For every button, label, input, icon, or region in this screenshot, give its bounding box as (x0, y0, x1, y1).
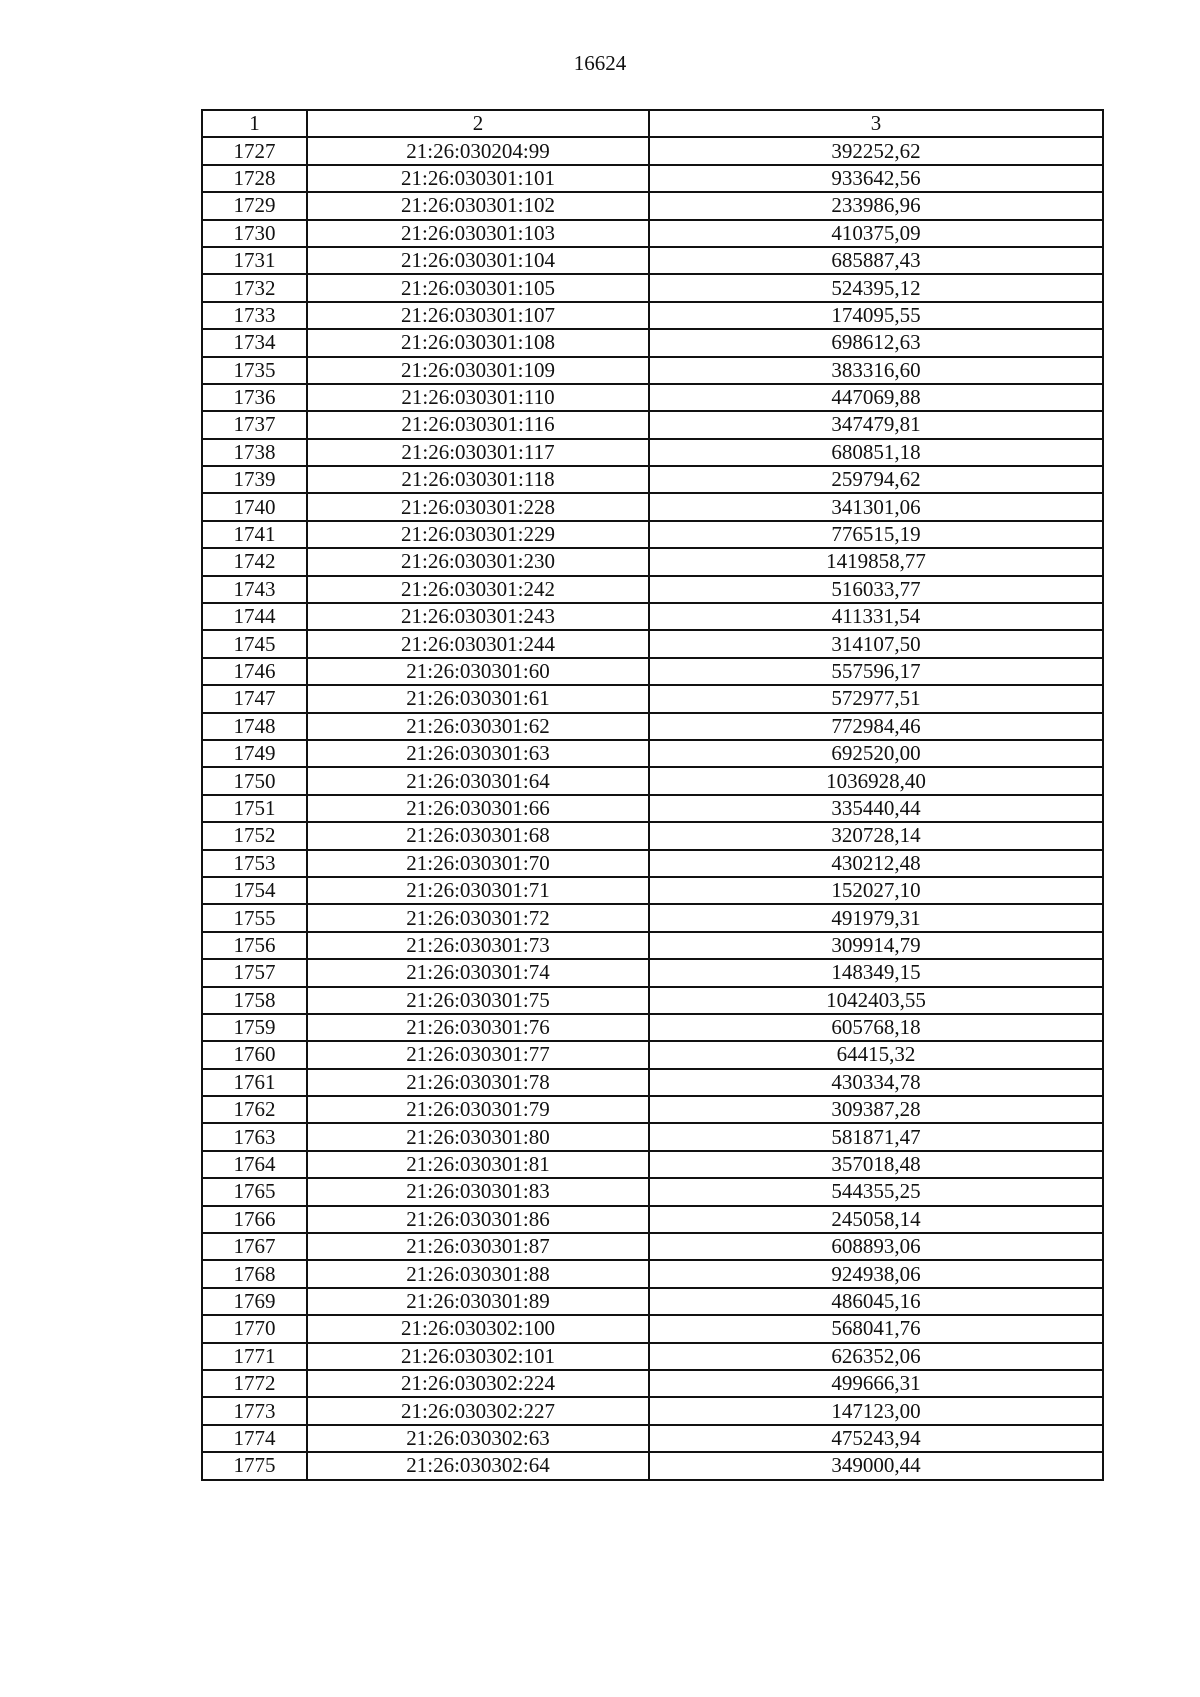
row-number-cell: 1752 (202, 822, 307, 849)
cadastral-number-cell: 21:26:030301:79 (307, 1096, 649, 1123)
row-number-cell: 1751 (202, 795, 307, 822)
cadastral-number-cell: 21:26:030301:66 (307, 795, 649, 822)
table-row (202, 247, 1103, 274)
value-cell: 447069,88 (649, 384, 1103, 411)
table-row (202, 493, 1103, 520)
row-number-cell: 1729 (202, 192, 307, 219)
row-number-cell: 1767 (202, 1233, 307, 1260)
table-row (202, 904, 1103, 931)
value-cell: 341301,06 (649, 493, 1103, 520)
data-table (201, 109, 1104, 1481)
value-cell: 233986,96 (649, 192, 1103, 219)
table-row (202, 1397, 1103, 1424)
table-row (202, 466, 1103, 493)
value-cell: 776515,19 (649, 521, 1103, 548)
table-row (202, 384, 1103, 411)
row-number-cell: 1758 (202, 987, 307, 1014)
value-cell: 148349,15 (649, 959, 1103, 986)
row-number-cell: 1762 (202, 1096, 307, 1123)
value-cell: 152027,10 (649, 877, 1103, 904)
table-row (202, 603, 1103, 630)
row-number-cell: 1734 (202, 329, 307, 356)
column-header: 3 (649, 110, 1103, 137)
table-row (202, 1206, 1103, 1233)
row-number-cell: 1736 (202, 384, 307, 411)
cadastral-number-cell: 21:26:030301:107 (307, 302, 649, 329)
table-row (202, 1343, 1103, 1370)
row-number-cell: 1740 (202, 493, 307, 520)
row-number-cell: 1772 (202, 1370, 307, 1397)
cadastral-number-cell: 21:26:030301:242 (307, 576, 649, 603)
value-cell: 392252,62 (649, 137, 1103, 164)
table-row (202, 740, 1103, 767)
table-row (202, 1041, 1103, 1068)
cadastral-number-cell: 21:26:030302:227 (307, 1397, 649, 1424)
cadastral-number-cell: 21:26:030301:89 (307, 1288, 649, 1315)
table-row (202, 1069, 1103, 1096)
cadastral-number-cell: 21:26:030301:103 (307, 220, 649, 247)
cadastral-number-cell: 21:26:030301:71 (307, 877, 649, 904)
row-number-cell: 1738 (202, 439, 307, 466)
table-row (202, 521, 1103, 548)
value-cell: 568041,76 (649, 1315, 1103, 1342)
cadastral-number-cell: 21:26:030301:70 (307, 850, 649, 877)
cadastral-number-cell: 21:26:030301:101 (307, 165, 649, 192)
value-cell: 410375,09 (649, 220, 1103, 247)
cadastral-number-cell: 21:26:030301:104 (307, 247, 649, 274)
value-cell: 349000,44 (649, 1452, 1103, 1479)
row-number-cell: 1750 (202, 767, 307, 794)
row-number-cell: 1756 (202, 932, 307, 959)
table-row (202, 1233, 1103, 1260)
value-cell: 680851,18 (649, 439, 1103, 466)
table-row (202, 767, 1103, 794)
value-cell: 698612,63 (649, 329, 1103, 356)
cadastral-number-cell: 21:26:030301:109 (307, 357, 649, 384)
table-row (202, 1096, 1103, 1123)
cadastral-number-cell: 21:26:030301:68 (307, 822, 649, 849)
value-cell: 430334,78 (649, 1069, 1103, 1096)
row-number-cell: 1755 (202, 904, 307, 931)
table-header (202, 110, 1103, 137)
cadastral-number-cell: 21:26:030301:74 (307, 959, 649, 986)
row-number-cell: 1769 (202, 1288, 307, 1315)
cadastral-number-cell: 21:26:030301:61 (307, 685, 649, 712)
value-cell: 581871,47 (649, 1123, 1103, 1150)
value-cell: 383316,60 (649, 357, 1103, 384)
row-number-cell: 1747 (202, 685, 307, 712)
table-row (202, 137, 1103, 164)
cadastral-number-cell: 21:26:030301:243 (307, 603, 649, 630)
cadastral-number-cell: 21:26:030301:110 (307, 384, 649, 411)
table-row (202, 192, 1103, 219)
table-row (202, 630, 1103, 657)
cadastral-number-cell: 21:26:030301:75 (307, 987, 649, 1014)
table-row (202, 822, 1103, 849)
value-cell: 309387,28 (649, 1096, 1103, 1123)
value-cell: 524395,12 (649, 274, 1103, 301)
cadastral-number-cell: 21:26:030301:117 (307, 439, 649, 466)
value-cell: 516033,77 (649, 576, 1103, 603)
value-cell: 411331,54 (649, 603, 1103, 630)
value-cell: 692520,00 (649, 740, 1103, 767)
cadastral-number-cell: 21:26:030301:116 (307, 411, 649, 438)
value-cell: 572977,51 (649, 685, 1103, 712)
cadastral-number-cell: 21:26:030302:101 (307, 1343, 649, 1370)
row-number-cell: 1766 (202, 1206, 307, 1233)
value-cell: 309914,79 (649, 932, 1103, 959)
table-row (202, 329, 1103, 356)
table-body (202, 137, 1103, 1479)
row-number-cell: 1735 (202, 357, 307, 384)
page-number: 16624 (573, 51, 627, 75)
row-number-cell: 1770 (202, 1315, 307, 1342)
value-cell: 1419858,77 (649, 548, 1103, 575)
row-number-cell: 1773 (202, 1397, 307, 1424)
table-row (202, 1123, 1103, 1150)
row-number-cell: 1741 (202, 521, 307, 548)
value-cell: 933642,56 (649, 165, 1103, 192)
row-number-cell: 1765 (202, 1178, 307, 1205)
cadastral-number-cell: 21:26:030301:87 (307, 1233, 649, 1260)
value-cell: 924938,06 (649, 1260, 1103, 1287)
table-row (202, 576, 1103, 603)
table-row (202, 850, 1103, 877)
row-number-cell: 1739 (202, 466, 307, 493)
row-number-cell: 1745 (202, 630, 307, 657)
row-number-cell: 1753 (202, 850, 307, 877)
table-row (202, 1452, 1103, 1479)
table-row (202, 357, 1103, 384)
table-row (202, 877, 1103, 904)
table-row (202, 220, 1103, 247)
value-cell: 335440,44 (649, 795, 1103, 822)
row-number-cell: 1737 (202, 411, 307, 438)
cadastral-number-cell: 21:26:030302:64 (307, 1452, 649, 1479)
row-number-cell: 1742 (202, 548, 307, 575)
cadastral-number-cell: 21:26:030301:76 (307, 1014, 649, 1041)
value-cell: 314107,50 (649, 630, 1103, 657)
table-row (202, 1260, 1103, 1287)
value-cell: 605768,18 (649, 1014, 1103, 1041)
table-row (202, 302, 1103, 329)
cadastral-number-cell: 21:26:030301:77 (307, 1041, 649, 1068)
table-row (202, 1014, 1103, 1041)
row-number-cell: 1744 (202, 603, 307, 630)
table-row (202, 685, 1103, 712)
cadastral-number-cell: 21:26:030301:64 (307, 767, 649, 794)
row-number-cell: 1732 (202, 274, 307, 301)
table-row (202, 932, 1103, 959)
row-number-cell: 1746 (202, 658, 307, 685)
cadastral-number-cell: 21:26:030301:78 (307, 1069, 649, 1096)
table-row (202, 1315, 1103, 1342)
row-number-cell: 1768 (202, 1260, 307, 1287)
value-cell: 259794,62 (649, 466, 1103, 493)
data-table-container (201, 109, 1104, 1481)
table-row (202, 165, 1103, 192)
row-number-cell: 1749 (202, 740, 307, 767)
cadastral-number-cell: 21:26:030301:63 (307, 740, 649, 767)
value-cell: 491979,31 (649, 904, 1103, 931)
value-cell: 608893,06 (649, 1233, 1103, 1260)
row-number-cell: 1743 (202, 576, 307, 603)
column-header: 1 (202, 110, 307, 137)
row-number-cell: 1771 (202, 1343, 307, 1370)
cadastral-number-cell: 21:26:030301:118 (307, 466, 649, 493)
table-row (202, 795, 1103, 822)
table-row (202, 658, 1103, 685)
row-number-cell: 1730 (202, 220, 307, 247)
table-row (202, 987, 1103, 1014)
cadastral-number-cell: 21:26:030301:83 (307, 1178, 649, 1205)
value-cell: 64415,32 (649, 1041, 1103, 1068)
value-cell: 626352,06 (649, 1343, 1103, 1370)
table-row (202, 1425, 1103, 1452)
cadastral-number-cell: 21:26:030301:228 (307, 493, 649, 520)
value-cell: 499666,31 (649, 1370, 1103, 1397)
cadastral-number-cell: 21:26:030302:100 (307, 1315, 649, 1342)
row-number-cell: 1764 (202, 1151, 307, 1178)
cadastral-number-cell: 21:26:030301:80 (307, 1123, 649, 1150)
cadastral-number-cell: 21:26:030301:72 (307, 904, 649, 931)
cadastral-number-cell: 21:26:030301:88 (307, 1260, 649, 1287)
cadastral-number-cell: 21:26:030301:73 (307, 932, 649, 959)
row-number-cell: 1761 (202, 1069, 307, 1096)
cadastral-number-cell: 21:26:030301:102 (307, 192, 649, 219)
value-cell: 486045,16 (649, 1288, 1103, 1315)
row-number-cell: 1731 (202, 247, 307, 274)
row-number-cell: 1728 (202, 165, 307, 192)
cadastral-number-cell: 21:26:030301:60 (307, 658, 649, 685)
table-row (202, 411, 1103, 438)
value-cell: 174095,55 (649, 302, 1103, 329)
row-number-cell: 1748 (202, 713, 307, 740)
value-cell: 772984,46 (649, 713, 1103, 740)
value-cell: 430212,48 (649, 850, 1103, 877)
row-number-cell: 1759 (202, 1014, 307, 1041)
cadastral-number-cell: 21:26:030301:244 (307, 630, 649, 657)
value-cell: 147123,00 (649, 1397, 1103, 1424)
value-cell: 347479,81 (649, 411, 1103, 438)
column-header: 2 (307, 110, 649, 137)
cadastral-number-cell: 21:26:030301:105 (307, 274, 649, 301)
table-row (202, 439, 1103, 466)
value-cell: 320728,14 (649, 822, 1103, 849)
cadastral-number-cell: 21:26:030302:224 (307, 1370, 649, 1397)
row-number-cell: 1774 (202, 1425, 307, 1452)
value-cell: 685887,43 (649, 247, 1103, 274)
value-cell: 557596,17 (649, 658, 1103, 685)
row-number-cell: 1763 (202, 1123, 307, 1150)
table-row (202, 713, 1103, 740)
table-row (202, 1288, 1103, 1315)
cadastral-number-cell: 21:26:030302:63 (307, 1425, 649, 1452)
value-cell: 245058,14 (649, 1206, 1103, 1233)
row-number-cell: 1754 (202, 877, 307, 904)
table-row (202, 1178, 1103, 1205)
table-row (202, 548, 1103, 575)
value-cell: 1036928,40 (649, 767, 1103, 794)
table-row (202, 959, 1103, 986)
table-row (202, 1370, 1103, 1397)
row-number-cell: 1733 (202, 302, 307, 329)
cadastral-number-cell: 21:26:030301:230 (307, 548, 649, 575)
table-row (202, 1151, 1103, 1178)
cadastral-number-cell: 21:26:030301:86 (307, 1206, 649, 1233)
cadastral-number-cell: 21:26:030301:108 (307, 329, 649, 356)
row-number-cell: 1775 (202, 1452, 307, 1479)
value-cell: 544355,25 (649, 1178, 1103, 1205)
cadastral-number-cell: 21:26:030301:229 (307, 521, 649, 548)
row-number-cell: 1727 (202, 137, 307, 164)
cadastral-number-cell: 21:26:030204:99 (307, 137, 649, 164)
value-cell: 357018,48 (649, 1151, 1103, 1178)
cadastral-number-cell: 21:26:030301:62 (307, 713, 649, 740)
header-row (202, 110, 1103, 137)
table-row (202, 274, 1103, 301)
value-cell: 1042403,55 (649, 987, 1103, 1014)
row-number-cell: 1760 (202, 1041, 307, 1068)
cadastral-number-cell: 21:26:030301:81 (307, 1151, 649, 1178)
row-number-cell: 1757 (202, 959, 307, 986)
value-cell: 475243,94 (649, 1425, 1103, 1452)
